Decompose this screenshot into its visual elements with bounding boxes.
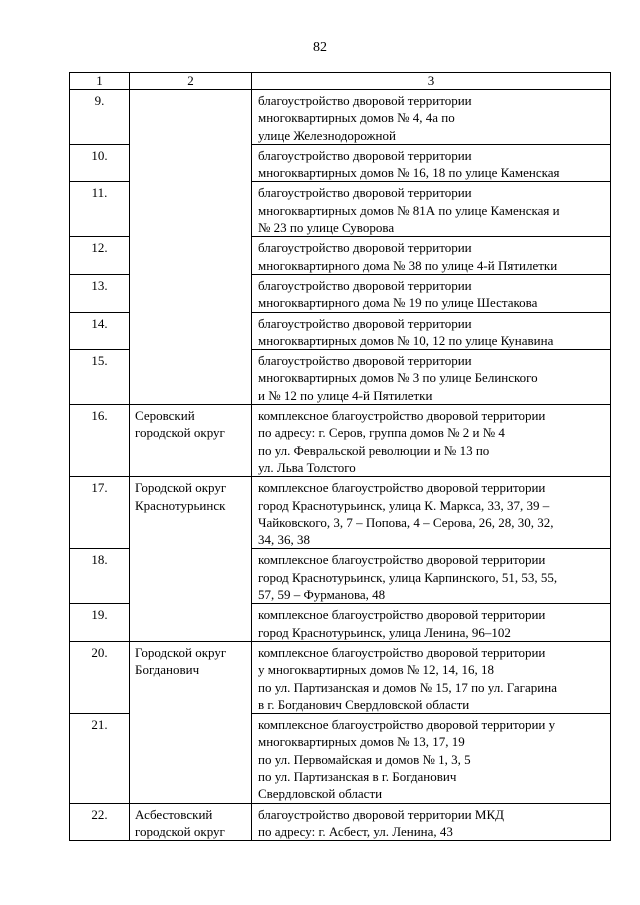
description-line: комплексное благоустройство дворовой территории (258, 644, 546, 660)
description-cell (252, 549, 611, 604)
row-number-cell: 14. (70, 312, 130, 350)
municipality-line: Краснотурьинск (135, 497, 226, 513)
description-cell (252, 405, 611, 477)
description-line: по адресу: г. Асбест, ул. Ленина, 43 (258, 823, 453, 839)
description-line: благоустройство дворовой территории (258, 185, 472, 201)
description-line: благоустройство дворовой территории (258, 147, 472, 163)
description-cell (252, 477, 611, 549)
municipality-line: городской округ (135, 823, 225, 839)
municipality-cell (130, 477, 252, 642)
description-cell (252, 90, 611, 145)
description-line: комплексное благоустройство дворовой территории (258, 552, 546, 568)
description-line: и № 12 по улице 4-й Пятилетки (258, 387, 433, 403)
table-body (70, 73, 611, 841)
municipality-line: Асбестовский (135, 806, 213, 822)
description-line: у многоквартирных домов № 12, 14, 16, 18 (258, 662, 495, 678)
description-cell (252, 604, 611, 642)
row-number-cell: 19. (70, 604, 130, 642)
description-cell (252, 182, 611, 237)
description-line: по ул. Партизанская и домов № 15, 17 по ул. Гагарина (258, 679, 557, 695)
description-line: по ул. Февральской революции и № 13 по (258, 442, 490, 458)
description-line: № 23 по улице Суворова (258, 220, 395, 236)
page-number: 82 (313, 40, 327, 55)
description-cell (252, 237, 611, 275)
row-number-cell: 21. (70, 714, 130, 803)
description-line: многоквартирных домов № 10, 12 по улице Кунавина (258, 332, 554, 348)
description-cell (252, 714, 611, 803)
description-line: благоустройство дворовой территории МКД (258, 806, 504, 822)
description-line: 34, 36, 38 (258, 532, 310, 548)
row-number-cell: 20. (70, 641, 130, 713)
row-number-cell: 11. (70, 182, 130, 237)
description-line: многоквартирных домов № 16, 18 по улице Каменская (258, 165, 560, 181)
municipality-line: Богданович (135, 662, 200, 678)
municipality-cell (130, 90, 252, 405)
description-line: многоквартирных домов № 13, 17, 19 (258, 734, 465, 750)
description-line: многоквартирных домов № 81А по улице Каменская и (258, 202, 560, 218)
municipality-cell (130, 641, 252, 803)
row-number-cell: 13. (70, 274, 130, 312)
row-number-cell: 9. (70, 90, 130, 145)
description-line: комплексное благоустройство дворовой территории (258, 607, 546, 623)
municipality-cell (130, 803, 252, 841)
row-number-cell: 22. (70, 803, 130, 841)
description-cell (252, 312, 611, 350)
municipality-line: Городской округ (135, 480, 227, 496)
description-line: многоквартирных домов № 4, 4а по (258, 110, 455, 126)
table-row (70, 641, 611, 713)
table-header-row (70, 73, 611, 90)
table-row (70, 90, 611, 145)
description-line: по ул. Первомайская и домов № 1, 3, 5 (258, 751, 471, 767)
description-line: благоустройство дворовой территории (258, 240, 472, 256)
row-number-cell: 10. (70, 144, 130, 182)
description-line: город Краснотурьинск, улица Карпинского, 51, 53, 55, (258, 569, 558, 585)
description-line: в г. Богданович Свердловской области (258, 696, 470, 712)
table-row (70, 477, 611, 549)
description-line: благоустройство дворовой территории (258, 353, 472, 369)
description-line: комплексное благоустройство дворовой территории у (258, 717, 556, 733)
table-row (70, 405, 611, 477)
municipality-line: Серовский (135, 408, 195, 424)
description-line: по адресу: г. Серов, группа домов № 2 и № 4 (258, 425, 505, 441)
description-line: ул. Льва Толстого (258, 459, 356, 475)
description-line: 57, 59 – Фурманова, 48 (258, 587, 386, 603)
description-cell (252, 274, 611, 312)
description-line: по ул. Партизанская в г. Богданович (258, 768, 457, 784)
row-number-cell: 18. (70, 549, 130, 604)
description-line: Чайковского, 3, 7 – Попова, 4 – Серова, 26, 28, 30, 32, (258, 514, 554, 530)
description-cell (252, 641, 611, 713)
description-cell (252, 350, 611, 405)
description-line: благоустройство дворовой территории (258, 315, 472, 331)
description-line: комплексное благоустройство дворовой территории (258, 480, 546, 496)
description-cell (252, 144, 611, 182)
municipality-line: Городской округ (135, 644, 227, 660)
header-cell-3: 3 (252, 73, 611, 90)
description-line: многоквартирных домов № 3 по улице Белинского (258, 370, 538, 386)
description-line: город Краснотурьинск, улица К. Маркса, 33, 37, 39 – (258, 497, 550, 513)
header-cell-1: 1 (70, 73, 130, 90)
description-line: улице Железнодорожной (258, 127, 396, 143)
row-number-cell: 17. (70, 477, 130, 549)
description-line: многоквартирного дома № 19 по улице Шестакова (258, 295, 538, 311)
description-line: благоустройство дворовой территории (258, 277, 472, 293)
description-line: многоквартирного дома № 38 по улице 4-й Пятилетки (258, 257, 558, 273)
row-number-cell: 16. (70, 405, 130, 477)
header-cell-2: 2 (130, 73, 252, 90)
description-line: благоустройство дворовой территории (258, 93, 472, 108)
row-number-cell: 12. (70, 237, 130, 275)
description-line: Свердловской области (258, 786, 383, 802)
description-line: комплексное благоустройство дворовой территории (258, 408, 546, 424)
municipality-line: городской округ (135, 425, 225, 441)
description-line: город Краснотурьинск, улица Ленина, 96–102 (258, 624, 511, 640)
row-number-cell: 15. (70, 350, 130, 405)
table-row (70, 803, 611, 841)
program-table (69, 72, 611, 841)
municipality-cell (130, 405, 252, 477)
description-cell (252, 803, 611, 841)
